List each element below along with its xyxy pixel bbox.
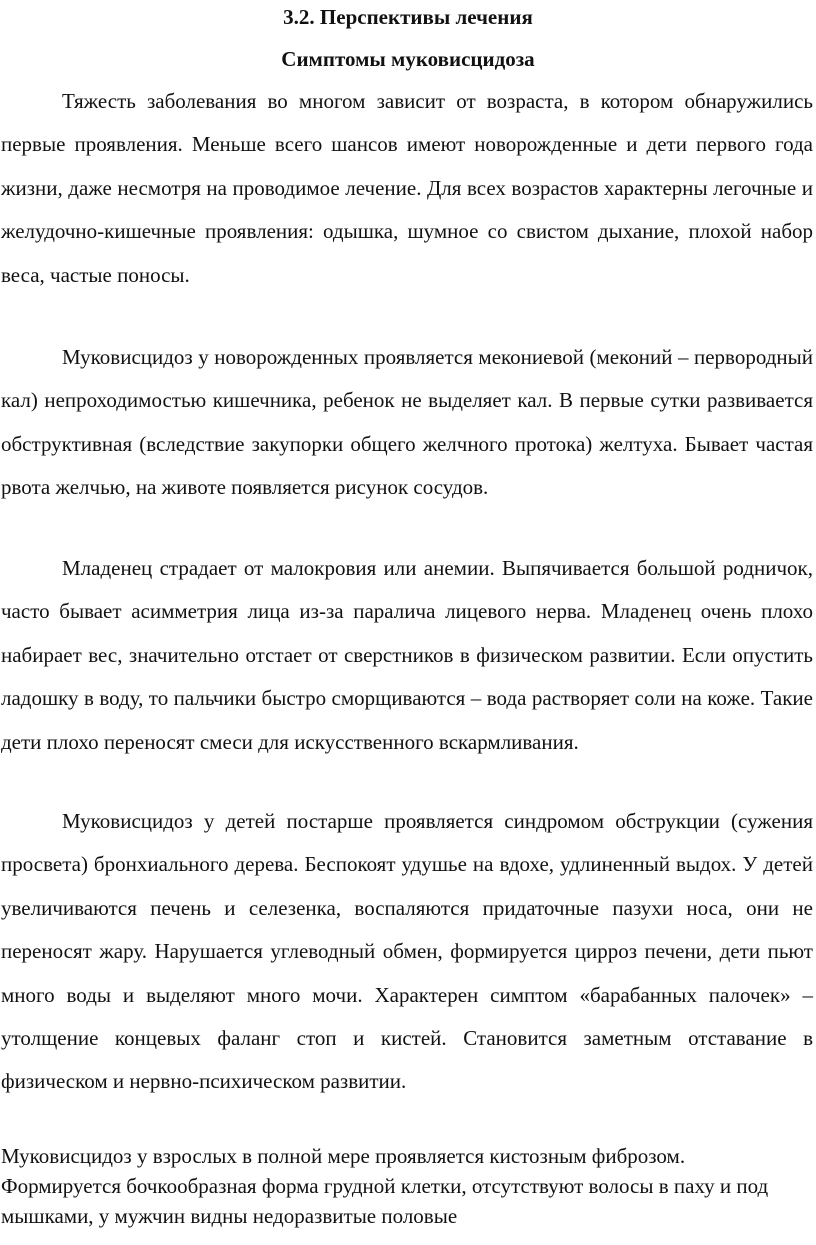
paragraph-infants: Младенец страдает от малокровия или анемии. Выпячивается большой родничок, часто бывает асимметрия лица из-за паралича лицевого нерва. Младенец очень плохо набирает вес, значительно отстает от сверстников в физическом развитии. Если опустить ладошку в воду, то пальчики быстро сморщиваются – вода растворяет соли на коже. Такие дети плохо переносят смеси для искусственного вскармливания. [1,556,813,754]
paragraph-older-children: Муковисцидоз у детей постарше проявляется синдромом обструкции (сужения просвета) бронхиального дерева. Беспокоят удушье на вдохе, удлиненный выдох. У детей увеличиваются печень и селезенка, воспаляются придаточные пазухи носа, они не переносят жару. Нарушается углеводный обмен, формируется цирроз печени, дети пьют много воды и выделяют много мочи. Характерен симптом «барабанных палочек» – утолщение концевых фаланг стоп и кистей. Становится заметным отставание в физическом и нервно-психическом развитии. [1,809,813,1094]
paragraph-adults: Муковисцидоз у взрослых в полной мере проявляется кистозным фиброзом. Формируется бочкообразная форма грудной клетки, отсутствуют волосы в паху и под мышками, у мужчин видны недоразвитые половые [1,1144,769,1228]
section-title: 3.2. Перспективы лечения [283,5,533,29]
subtitle: Симптомы муковисцидоза [281,47,535,71]
paragraph-severity: Тяжесть заболевания во многом зависит от возраста, в котором обнаружились первые проявления. Меньше всего шансов имеют новорожденные и дети первого года жизни, даже несмотря на проводимое лечение. Для всех возрастов характерны легочные и желудочно-кишечные проявления: одышка, шумное со свистом дыхание, плохой набор веса, частые поносы. [1,89,813,287]
paragraph-newborns: Муковисцидоз у новорожденных проявляется мекониевой (меконий – первородный кал) непроходимостью кишечника, ребенок не выделяет кал. В первые сутки развивается обструктивная (вследствие закупорки общего желчного протока) желтуха. Бывает частая рвота желчью, на животе появляется рисунок сосудов. [1,345,813,500]
